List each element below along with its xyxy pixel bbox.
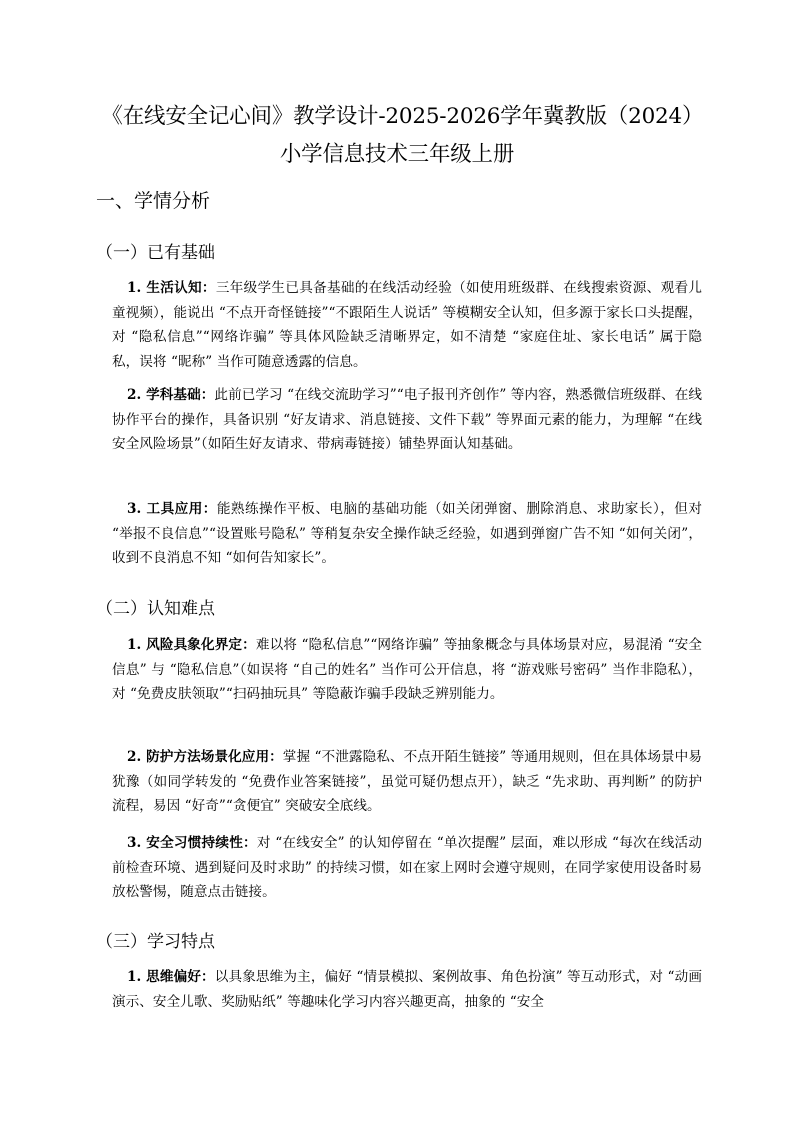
paragraph-label: 3. 安全习惯持续性： [127,835,257,851]
paragraph-text: 掌握 “不泄露隐私、不点开陌生链接” 等通用规则，但在具体场景中易犹豫（如同学转发的 “免费作业答案链接”，虽觉可疑仍想点开），缺乏 “先求助、再判断” 的防护流程，易因 “好奇”“贪便宜” 突破安全底线。 [112,749,702,814]
paragraph-text: 对 “在线安全” 的认知停留在 “单次提醒” 层面，难以形成 “每次在线活动前检查环境、遇到疑问及时求助” 的持续习惯，如在家上网时会遵守规则，在同学家使用设备时易放松警惕，随意点击链接。 [112,835,702,900]
paragraph-text: 三年级学生已具备基础的在线活动经验（如使用班级群、在线搜索资源、观看儿童视频），能说出 “不点开奇怪链接”“不跟陌生人说话” 等模糊安全认知，但多源于家长口头提醒，对 “隐私信息”“网络诈骗” 等具体风险缺乏清晰界定，如不清楚 “家庭住址、家长电话” 属于隐私，误将 “昵称” 当作可随意透露的信息。 [112,280,703,370]
paragraph [112,965,702,1014]
paragraph-label: 3. 工具应用： [127,501,217,517]
paragraph-label: 1. 生活认知： [127,280,216,296]
paragraph-label: 2. 防护方法场景化应用： [127,749,283,765]
paragraph-label: 1. 思维偏好： [127,969,215,985]
subsection-heading-cognitive-difficulties: （二）认知难点 [96,599,215,619]
paragraph [112,831,702,905]
paragraph [112,745,702,819]
subsection-heading-learning-characteristics: （三）学习特点 [96,932,215,952]
section-heading-learning-analysis: 一、学情分析 [96,190,211,212]
subsection-heading-existing-basis: （一）已有基础 [96,243,215,263]
paragraph-text: 难以将 “隐私信息”“网络诈骗” 等抽象概念与具体场景对应，易混淆 “安全信息” 与 “隐私信息”（如误将 “自己的姓名” 当作可公开信息，将 “游戏账号密码” 当作非隐私），对 “免费皮肤领取”“扫码抽玩具” 等隐蔽诈骗手段缺乏辨别能力。 [112,637,702,702]
paragraph [112,276,702,374]
paragraph-text: 能熟练操作平板、电脑的基础功能（如关闭弹窗、删除消息、求助家长），但对 “举报不良信息”“设置账号隐私” 等稍复杂安全操作缺乏经验，如遇到弹窗广告不知 “如何关闭”，收到不良消息不知 “如何告知家长”。 [112,501,702,566]
paragraph-label: 1. 风险具象化界定： [127,637,256,653]
paragraph-label: 2. 学科基础： [127,387,215,403]
paragraph [112,383,702,457]
document-title: 《在线安全记心间》教学设计-2025-2026学年冀教版（2024）小学信息技术三年级上册 [101,104,693,167]
paragraph [112,497,702,571]
paragraph [112,633,702,707]
paragraph-text: 此前已学习 “在线交流助学习”“电子报刊齐创作” 等内容，熟悉微信班级群、在线协作平台的操作，具备识别 “好友请求、消息链接、文件下载” 等界面元素的能力，为理解 “在线安全风险场景”（如陌生好友请求、带病毒链接）铺垫界面认知基础。 [112,387,703,452]
paragraph-text: 以具象思维为主，偏好 “情景模拟、案例故事、角色扮演” 等互动形式，对 “动画演示、安全儿歌、奖励贴纸” 等趣味化学习内容兴趣更高，抽象的 “安全 [112,969,702,1010]
